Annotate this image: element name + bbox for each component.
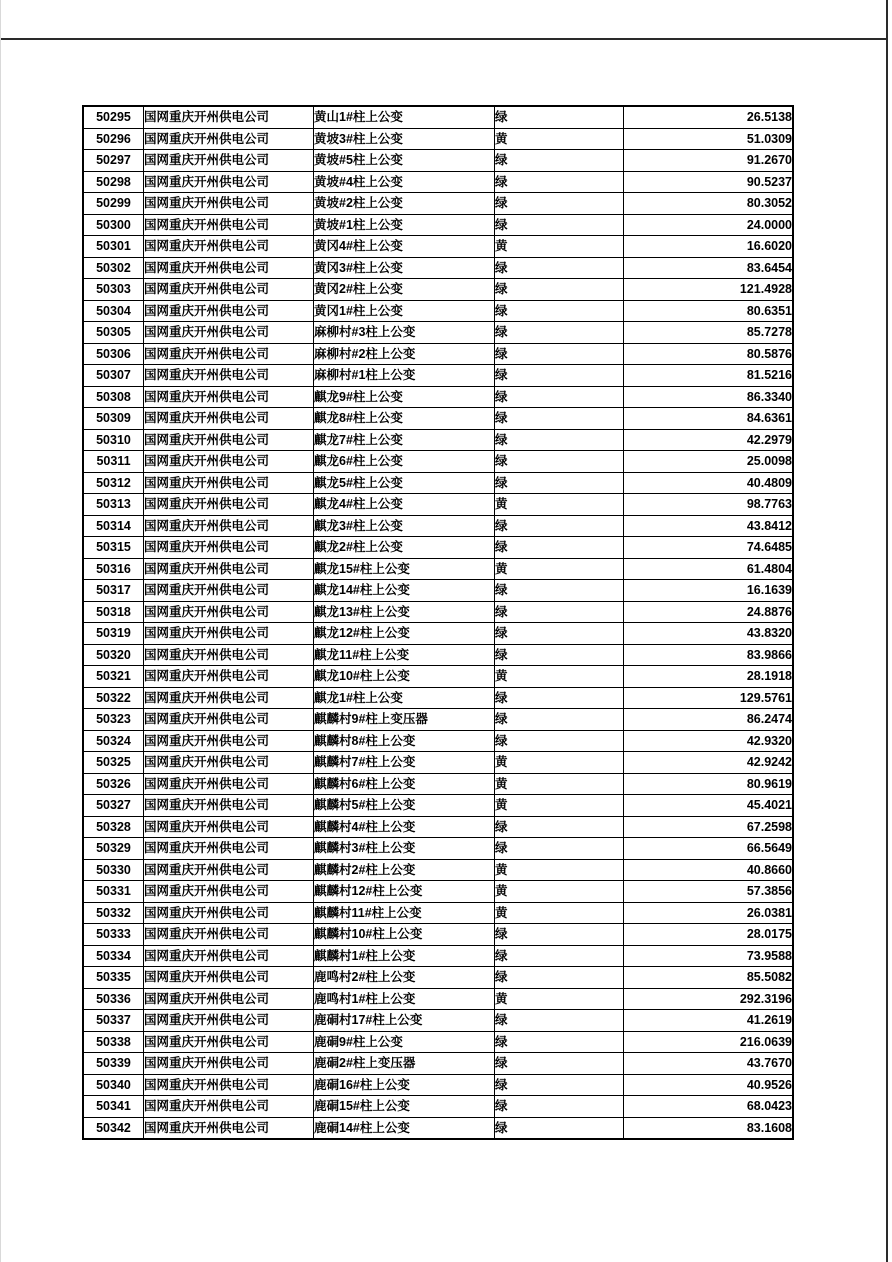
status-cell: 绿 (495, 257, 624, 279)
company-cell: 国网重庆开州供电公司 (144, 537, 314, 559)
company-cell: 国网重庆开州供电公司 (144, 902, 314, 924)
company-cell: 国网重庆开州供电公司 (144, 838, 314, 860)
value-cell: 24.8876 (624, 601, 794, 623)
status-cell: 绿 (495, 687, 624, 709)
page-left-edge (0, 0, 1, 1262)
row-id-cell: 50328 (83, 816, 144, 838)
table-row (83, 558, 793, 580)
table-row (83, 1074, 793, 1096)
table-row (83, 257, 793, 279)
table-row (83, 386, 793, 408)
table-row (83, 795, 793, 817)
status-cell: 黄 (495, 666, 624, 688)
value-cell: 41.2619 (624, 1010, 794, 1032)
status-cell: 黄 (495, 859, 624, 881)
value-cell: 129.5761 (624, 687, 794, 709)
row-id-cell: 50324 (83, 730, 144, 752)
table-row (83, 1031, 793, 1053)
row-id-cell: 50327 (83, 795, 144, 817)
table-row (83, 236, 793, 258)
row-id-cell: 50333 (83, 924, 144, 946)
status-cell: 绿 (495, 300, 624, 322)
transformer-name-cell: 麒龙12#柱上公变 (314, 623, 495, 645)
status-cell: 绿 (495, 322, 624, 344)
row-id-cell: 50331 (83, 881, 144, 903)
status-cell: 绿 (495, 1074, 624, 1096)
value-cell: 73.9588 (624, 945, 794, 967)
value-cell: 67.2598 (624, 816, 794, 838)
row-id-cell: 50316 (83, 558, 144, 580)
value-cell: 91.2670 (624, 150, 794, 172)
value-cell: 40.4809 (624, 472, 794, 494)
value-cell: 80.3052 (624, 193, 794, 215)
table-row (83, 494, 793, 516)
table-row (83, 988, 793, 1010)
table-row (83, 171, 793, 193)
table-row (83, 150, 793, 172)
status-cell: 绿 (495, 171, 624, 193)
value-cell: 292.3196 (624, 988, 794, 1010)
status-cell: 绿 (495, 945, 624, 967)
transformer-name-cell: 麒龙4#柱上公变 (314, 494, 495, 516)
transformer-name-cell: 麒麟村4#柱上公变 (314, 816, 495, 838)
row-id-cell: 50312 (83, 472, 144, 494)
row-id-cell: 50330 (83, 859, 144, 881)
value-cell: 85.7278 (624, 322, 794, 344)
row-id-cell: 50340 (83, 1074, 144, 1096)
company-cell: 国网重庆开州供电公司 (144, 644, 314, 666)
value-cell: 83.9866 (624, 644, 794, 666)
company-cell: 国网重庆开州供电公司 (144, 451, 314, 473)
transformer-name-cell: 麒龙7#柱上公变 (314, 429, 495, 451)
status-cell: 黄 (495, 902, 624, 924)
row-id-cell: 50338 (83, 1031, 144, 1053)
row-id-cell: 50320 (83, 644, 144, 666)
status-cell: 绿 (495, 709, 624, 731)
value-cell: 74.6485 (624, 537, 794, 559)
company-cell: 国网重庆开州供电公司 (144, 795, 314, 817)
company-cell: 国网重庆开州供电公司 (144, 322, 314, 344)
table-row (83, 128, 793, 150)
status-cell: 黄 (495, 881, 624, 903)
company-cell: 国网重庆开州供电公司 (144, 623, 314, 645)
status-cell: 绿 (495, 343, 624, 365)
table-row (83, 601, 793, 623)
transformer-name-cell: 麒麟村5#柱上公变 (314, 795, 495, 817)
value-cell: 16.1639 (624, 580, 794, 602)
transformer-name-cell: 麒龙8#柱上公变 (314, 408, 495, 430)
status-cell: 黄 (495, 236, 624, 258)
company-cell: 国网重庆开州供电公司 (144, 558, 314, 580)
status-cell: 绿 (495, 580, 624, 602)
company-cell: 国网重庆开州供电公司 (144, 279, 314, 301)
table-row (83, 859, 793, 881)
company-cell: 国网重庆开州供电公司 (144, 236, 314, 258)
table-row (83, 322, 793, 344)
transformer-name-cell: 麻柳村#1柱上公变 (314, 365, 495, 387)
company-cell: 国网重庆开州供电公司 (144, 730, 314, 752)
table-row (83, 451, 793, 473)
row-id-cell: 50326 (83, 773, 144, 795)
table-row (83, 214, 793, 236)
value-cell: 28.0175 (624, 924, 794, 946)
company-cell: 国网重庆开州供电公司 (144, 752, 314, 774)
row-id-cell: 50304 (83, 300, 144, 322)
value-cell: 26.5138 (624, 106, 794, 128)
transformer-name-cell: 鹿硐14#柱上公变 (314, 1117, 495, 1139)
table-row (83, 623, 793, 645)
value-cell: 25.0098 (624, 451, 794, 473)
company-cell: 国网重庆开州供电公司 (144, 666, 314, 688)
value-cell: 42.9242 (624, 752, 794, 774)
table-row (83, 106, 793, 128)
company-cell: 国网重庆开州供电公司 (144, 429, 314, 451)
table-row (83, 1117, 793, 1139)
company-cell: 国网重庆开州供电公司 (144, 300, 314, 322)
status-cell: 绿 (495, 1096, 624, 1118)
value-cell: 57.3856 (624, 881, 794, 903)
status-cell: 绿 (495, 193, 624, 215)
status-cell: 绿 (495, 924, 624, 946)
transformer-name-cell: 麒麟村12#柱上公变 (314, 881, 495, 903)
company-cell: 国网重庆开州供电公司 (144, 1010, 314, 1032)
table-row (83, 343, 793, 365)
table-row (83, 730, 793, 752)
table-row (83, 537, 793, 559)
company-cell: 国网重庆开州供电公司 (144, 343, 314, 365)
company-cell: 国网重庆开州供电公司 (144, 1053, 314, 1075)
status-cell: 绿 (495, 472, 624, 494)
value-cell: 16.6020 (624, 236, 794, 258)
status-cell: 绿 (495, 1031, 624, 1053)
status-cell: 绿 (495, 515, 624, 537)
status-cell: 绿 (495, 386, 624, 408)
table-body (83, 106, 793, 1139)
company-cell: 国网重庆开州供电公司 (144, 408, 314, 430)
transformer-name-cell: 鹿鸣村1#柱上公变 (314, 988, 495, 1010)
value-cell: 26.0381 (624, 902, 794, 924)
company-cell: 国网重庆开州供电公司 (144, 1074, 314, 1096)
status-cell: 绿 (495, 106, 624, 128)
row-id-cell: 50339 (83, 1053, 144, 1075)
row-id-cell: 50332 (83, 902, 144, 924)
transformer-name-cell: 麒龙10#柱上公变 (314, 666, 495, 688)
transformer-name-cell: 鹿硐15#柱上公变 (314, 1096, 495, 1118)
company-cell: 国网重庆开州供电公司 (144, 709, 314, 731)
company-cell: 国网重庆开州供电公司 (144, 773, 314, 795)
transformer-name-cell: 黄坡#2柱上公变 (314, 193, 495, 215)
transformer-name-cell: 麒麟村6#柱上公变 (314, 773, 495, 795)
company-cell: 国网重庆开州供电公司 (144, 687, 314, 709)
row-id-cell: 50342 (83, 1117, 144, 1139)
company-cell: 国网重庆开州供电公司 (144, 106, 314, 128)
transformer-name-cell: 麻柳村#2柱上公变 (314, 343, 495, 365)
company-cell: 国网重庆开州供电公司 (144, 494, 314, 516)
status-cell: 绿 (495, 1053, 624, 1075)
transformer-name-cell: 黄冈3#柱上公变 (314, 257, 495, 279)
status-cell: 绿 (495, 451, 624, 473)
row-id-cell: 50306 (83, 343, 144, 365)
table-row (83, 967, 793, 989)
status-cell: 黄 (495, 795, 624, 817)
row-id-cell: 50299 (83, 193, 144, 215)
transformer-name-cell: 黄坡3#柱上公变 (314, 128, 495, 150)
value-cell: 24.0000 (624, 214, 794, 236)
transformer-name-cell: 麒龙11#柱上公变 (314, 644, 495, 666)
transformer-name-cell: 黄山1#柱上公变 (314, 106, 495, 128)
status-cell: 黄 (495, 128, 624, 150)
row-id-cell: 50309 (83, 408, 144, 430)
company-cell: 国网重庆开州供电公司 (144, 881, 314, 903)
transformer-name-cell: 麒麟村2#柱上公变 (314, 859, 495, 881)
table-row (83, 1096, 793, 1118)
company-cell: 国网重庆开州供电公司 (144, 1117, 314, 1139)
row-id-cell: 50308 (83, 386, 144, 408)
table-row (83, 300, 793, 322)
value-cell: 51.0309 (624, 128, 794, 150)
row-id-cell: 50317 (83, 580, 144, 602)
table-row (83, 773, 793, 795)
company-cell: 国网重庆开州供电公司 (144, 601, 314, 623)
value-cell: 42.2979 (624, 429, 794, 451)
transformer-name-cell: 麒龙14#柱上公变 (314, 580, 495, 602)
company-cell: 国网重庆开州供电公司 (144, 924, 314, 946)
value-cell: 81.5216 (624, 365, 794, 387)
row-id-cell: 50302 (83, 257, 144, 279)
transformer-name-cell: 黄坡#1柱上公变 (314, 214, 495, 236)
value-cell: 68.0423 (624, 1096, 794, 1118)
value-cell: 121.4928 (624, 279, 794, 301)
row-id-cell: 50307 (83, 365, 144, 387)
value-cell: 86.3340 (624, 386, 794, 408)
value-cell: 84.6361 (624, 408, 794, 430)
status-cell: 绿 (495, 601, 624, 623)
row-id-cell: 50310 (83, 429, 144, 451)
row-id-cell: 50298 (83, 171, 144, 193)
transformer-name-cell: 麒龙1#柱上公变 (314, 687, 495, 709)
row-id-cell: 50311 (83, 451, 144, 473)
status-cell: 绿 (495, 1117, 624, 1139)
transformer-name-cell: 黄冈2#柱上公变 (314, 279, 495, 301)
company-cell: 国网重庆开州供电公司 (144, 150, 314, 172)
value-cell: 40.8660 (624, 859, 794, 881)
value-cell: 80.5876 (624, 343, 794, 365)
value-cell: 40.9526 (624, 1074, 794, 1096)
company-cell: 国网重庆开州供电公司 (144, 515, 314, 537)
value-cell: 216.0639 (624, 1031, 794, 1053)
company-cell: 国网重庆开州供电公司 (144, 472, 314, 494)
transformer-name-cell: 麒麟村10#柱上公变 (314, 924, 495, 946)
transformer-name-cell: 鹿硐16#柱上公变 (314, 1074, 495, 1096)
company-cell: 国网重庆开州供电公司 (144, 967, 314, 989)
row-id-cell: 50334 (83, 945, 144, 967)
company-cell: 国网重庆开州供电公司 (144, 193, 314, 215)
transformer-name-cell: 麒龙5#柱上公变 (314, 472, 495, 494)
table-row (83, 1010, 793, 1032)
transformer-name-cell: 麒龙15#柱上公变 (314, 558, 495, 580)
row-id-cell: 50314 (83, 515, 144, 537)
transformer-name-cell: 麒龙9#柱上公变 (314, 386, 495, 408)
status-cell: 绿 (495, 279, 624, 301)
transformer-name-cell: 麒龙3#柱上公变 (314, 515, 495, 537)
value-cell: 43.7670 (624, 1053, 794, 1075)
company-cell: 国网重庆开州供电公司 (144, 386, 314, 408)
status-cell: 绿 (495, 429, 624, 451)
status-cell: 绿 (495, 623, 624, 645)
page-top-rule (0, 38, 888, 40)
value-cell: 80.6351 (624, 300, 794, 322)
table-row (83, 515, 793, 537)
row-id-cell: 50303 (83, 279, 144, 301)
transformer-name-cell: 麒麟村11#柱上公变 (314, 902, 495, 924)
company-cell: 国网重庆开州供电公司 (144, 214, 314, 236)
table-row (83, 752, 793, 774)
company-cell: 国网重庆开州供电公司 (144, 257, 314, 279)
status-cell: 绿 (495, 816, 624, 838)
row-id-cell: 50329 (83, 838, 144, 860)
value-cell: 42.9320 (624, 730, 794, 752)
transformer-name-cell: 黄坡#5柱上公变 (314, 150, 495, 172)
table-row (83, 1053, 793, 1075)
row-id-cell: 50301 (83, 236, 144, 258)
company-cell: 国网重庆开州供电公司 (144, 128, 314, 150)
transformer-name-cell: 鹿鸣村2#柱上公变 (314, 967, 495, 989)
transformer-name-cell: 麻柳村#3柱上公变 (314, 322, 495, 344)
transformer-name-cell: 麒麟村3#柱上公变 (314, 838, 495, 860)
row-id-cell: 50321 (83, 666, 144, 688)
transformer-table (82, 105, 794, 1140)
status-cell: 绿 (495, 150, 624, 172)
value-cell: 90.5237 (624, 171, 794, 193)
table-row (83, 924, 793, 946)
status-cell: 黄 (495, 773, 624, 795)
table-row (83, 644, 793, 666)
company-cell: 国网重庆开州供电公司 (144, 816, 314, 838)
company-cell: 国网重庆开州供电公司 (144, 171, 314, 193)
value-cell: 43.8320 (624, 623, 794, 645)
row-id-cell: 50297 (83, 150, 144, 172)
value-cell: 28.1918 (624, 666, 794, 688)
status-cell: 绿 (495, 967, 624, 989)
row-id-cell: 50295 (83, 106, 144, 128)
row-id-cell: 50300 (83, 214, 144, 236)
table-row (83, 429, 793, 451)
company-cell: 国网重庆开州供电公司 (144, 945, 314, 967)
transformer-name-cell: 麒麟村7#柱上公变 (314, 752, 495, 774)
table-row (83, 902, 793, 924)
status-cell: 绿 (495, 730, 624, 752)
transformer-name-cell: 麒龙13#柱上公变 (314, 601, 495, 623)
row-id-cell: 50341 (83, 1096, 144, 1118)
row-id-cell: 50336 (83, 988, 144, 1010)
company-cell: 国网重庆开州供电公司 (144, 1031, 314, 1053)
status-cell: 黄 (495, 988, 624, 1010)
table-row (83, 365, 793, 387)
status-cell: 黄 (495, 558, 624, 580)
value-cell: 45.4021 (624, 795, 794, 817)
table-row (83, 838, 793, 860)
transformer-name-cell: 黄冈1#柱上公变 (314, 300, 495, 322)
value-cell: 61.4804 (624, 558, 794, 580)
row-id-cell: 50305 (83, 322, 144, 344)
table-row (83, 408, 793, 430)
table-row (83, 816, 793, 838)
transformer-name-cell: 麒麟村8#柱上公变 (314, 730, 495, 752)
table-row (83, 881, 793, 903)
row-id-cell: 50296 (83, 128, 144, 150)
company-cell: 国网重庆开州供电公司 (144, 365, 314, 387)
table-row (83, 580, 793, 602)
status-cell: 黄 (495, 752, 624, 774)
row-id-cell: 50337 (83, 1010, 144, 1032)
status-cell: 绿 (495, 644, 624, 666)
value-cell: 66.5649 (624, 838, 794, 860)
row-id-cell: 50318 (83, 601, 144, 623)
table-row (83, 193, 793, 215)
transformer-name-cell: 麒龙2#柱上公变 (314, 537, 495, 559)
table-row (83, 472, 793, 494)
transformer-name-cell: 鹿硐2#柱上变压器 (314, 1053, 495, 1075)
row-id-cell: 50335 (83, 967, 144, 989)
transformer-name-cell: 麒龙6#柱上公变 (314, 451, 495, 473)
row-id-cell: 50325 (83, 752, 144, 774)
transformer-name-cell: 麒麟村9#柱上变压器 (314, 709, 495, 731)
status-cell: 绿 (495, 365, 624, 387)
transformer-name-cell: 鹿硐村17#柱上公变 (314, 1010, 495, 1032)
row-id-cell: 50322 (83, 687, 144, 709)
value-cell: 83.6454 (624, 257, 794, 279)
status-cell: 绿 (495, 838, 624, 860)
company-cell: 国网重庆开州供电公司 (144, 988, 314, 1010)
table-row (83, 687, 793, 709)
table-row (83, 279, 793, 301)
status-cell: 绿 (495, 214, 624, 236)
transformer-name-cell: 黄坡#4柱上公变 (314, 171, 495, 193)
row-id-cell: 50315 (83, 537, 144, 559)
value-cell: 85.5082 (624, 967, 794, 989)
table-row (83, 709, 793, 731)
transformer-name-cell: 麒麟村1#柱上公变 (314, 945, 495, 967)
status-cell: 黄 (495, 494, 624, 516)
transformer-name-cell: 黄冈4#柱上公变 (314, 236, 495, 258)
row-id-cell: 50319 (83, 623, 144, 645)
row-id-cell: 50323 (83, 709, 144, 731)
company-cell: 国网重庆开州供电公司 (144, 859, 314, 881)
status-cell: 绿 (495, 408, 624, 430)
company-cell: 国网重庆开州供电公司 (144, 580, 314, 602)
status-cell: 绿 (495, 1010, 624, 1032)
table-row (83, 945, 793, 967)
transformer-name-cell: 鹿硐9#柱上公变 (314, 1031, 495, 1053)
value-cell: 43.8412 (624, 515, 794, 537)
status-cell: 绿 (495, 537, 624, 559)
company-cell: 国网重庆开州供电公司 (144, 1096, 314, 1118)
value-cell: 80.9619 (624, 773, 794, 795)
value-cell: 83.1608 (624, 1117, 794, 1139)
page-right-rule (886, 0, 888, 1262)
row-id-cell: 50313 (83, 494, 144, 516)
table-row (83, 666, 793, 688)
value-cell: 98.7763 (624, 494, 794, 516)
value-cell: 86.2474 (624, 709, 794, 731)
